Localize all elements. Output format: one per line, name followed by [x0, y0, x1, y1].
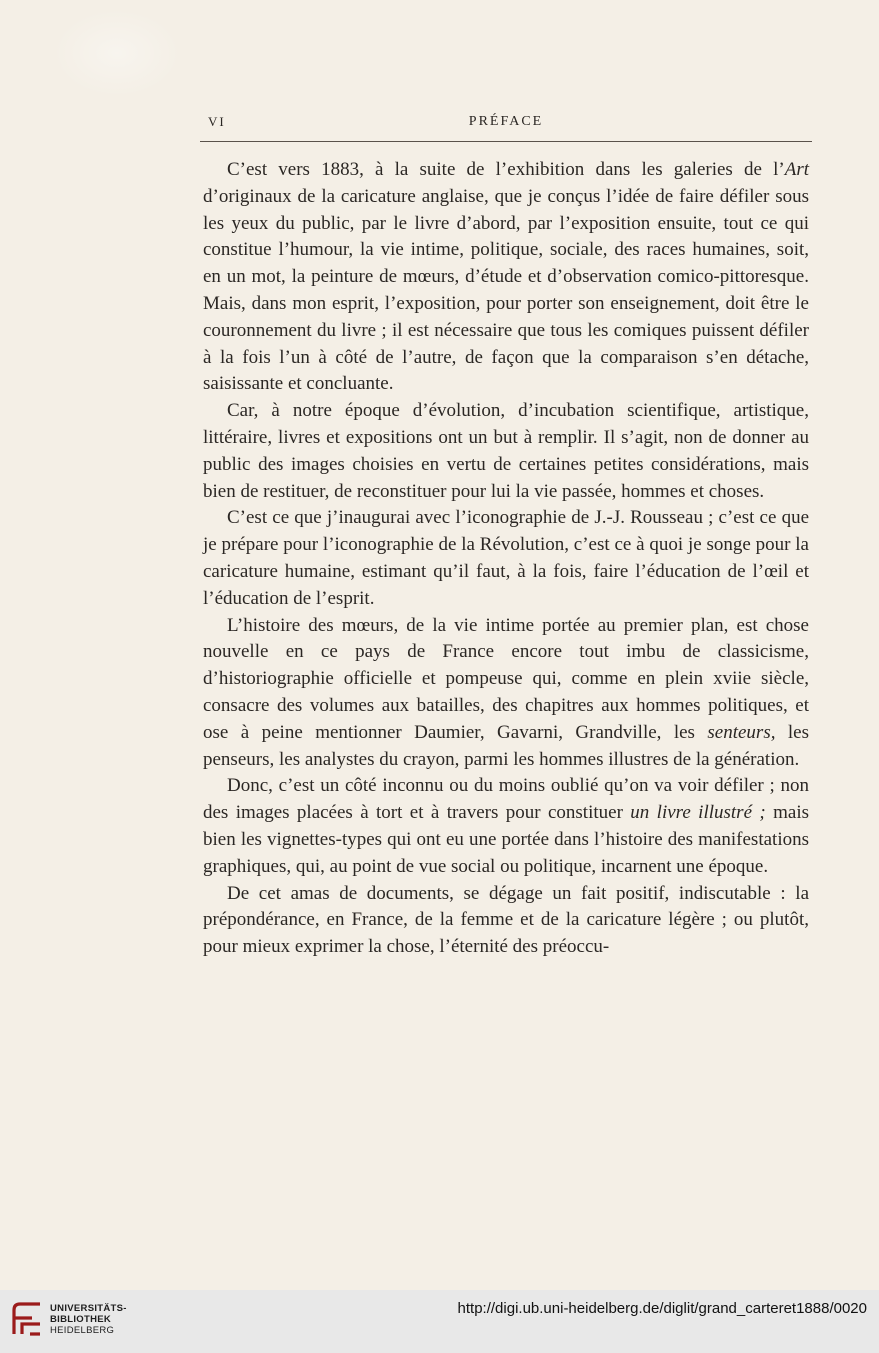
source-url-link[interactable]: http://digi.ub.uni-heidelberg.de/diglit/grand_carteret1888/0020 [457, 1300, 867, 1317]
institution-line-2: BIBLIOTHEK [50, 1314, 112, 1325]
paragraph: De cet amas de documents, se dégage un fait positif, indiscutable : la prépondérance, en France, de la femme et de la caricature légère ; ou plutôt, pour mieux exprimer la chose, l’éternité des préoccu- [203, 882, 809, 958]
paragraph: Donc, c’est un côté inconnu ou du moins oublié qu’on va voir défiler ; non des images placées à tort et à travers pour constituer un livre illustré ; mais bien les vignettes-types qui ont eu une portée dans l’histoire des manifestations graphiques, qui, au point de vue social ou politique, incarnent une époque. [203, 775, 810, 877]
paragraph: C’est vers 1883, à la suite de l’exhibition dans les galeries de l’Art d’originaux de la caricature anglaise, que je conçus l’idée de faire défiler sous les yeux du public, par le livre d’abord, par l’exposition ensuite, tout ce qui constitue l’humour, la vie intime, politique, sociale, des races humaines, soit, en un mot, la peinture de mœurs, d’étude et d’observation comico-pittoresque. Mais, dans mon esprit, l’exposition, pour porter son enseignement, doit être le couronnement du livre ; il est nécessaire que tous les comiques puissent défiler à la fois l’un à côté de l’autre, de façon que la comparaison s’en détache, saisissante et concluante. [203, 159, 809, 395]
institution-name [50, 1303, 127, 1336]
paragraph: Car, à notre époque d’évolution, d’incubation scientifique, artistique, littéraire, livres et expositions ont un but à remplir. Il s’agit, non de donner au public des images choisies en vertu de certaines petites considérations, mais bien de restituer, de reconstituer pour lui la vie passée, hommes et choses. [203, 400, 809, 502]
page-header [200, 112, 812, 136]
footer-bar [0, 1290, 879, 1353]
header-rule [200, 141, 812, 142]
institution-line-1: UNIVERSITÄTS- [50, 1303, 127, 1314]
paragraph: L’histoire des mœurs, de la vie intime portée au premier plan, est chose nouvelle en ce pays de France encore tout imbu de classicisme, d’historiographie officielle et pompeuse qui, comme en plein xviie siècle, consacre des volumes aux batailles, des chapitres aux hommes politiques, et ose à peine mentionner Daumier, Gavarni, Grandville, les senteurs, les penseurs, les analystes du crayon, parmi les hommes illustres de la génération. [203, 614, 810, 770]
italic-text: senteurs, [707, 721, 776, 743]
university-library-logo-icon [10, 1300, 44, 1338]
italic-text: un livre illustré ; [630, 802, 766, 824]
running-title: PRÉFACE [468, 114, 544, 129]
page-folio: VI [208, 114, 226, 129]
italic-text: Art [784, 159, 809, 180]
paragraph: C’est ce que j’inaugurai avec l’iconographie de J.-J. Rousseau ; c’est ce que je prépare pour l’iconographie de la Révolution, c’est ce à quoi je songe pour la caricature humaine, estimant qu’il faut, à la fois, faire l’éducation de l’œil et l’éducation de l’esprit. [203, 507, 809, 609]
library-stamp-emboss [52, 8, 182, 98]
institution-line-3: HEIDELBERG [50, 1325, 115, 1336]
body-text [203, 157, 809, 961]
